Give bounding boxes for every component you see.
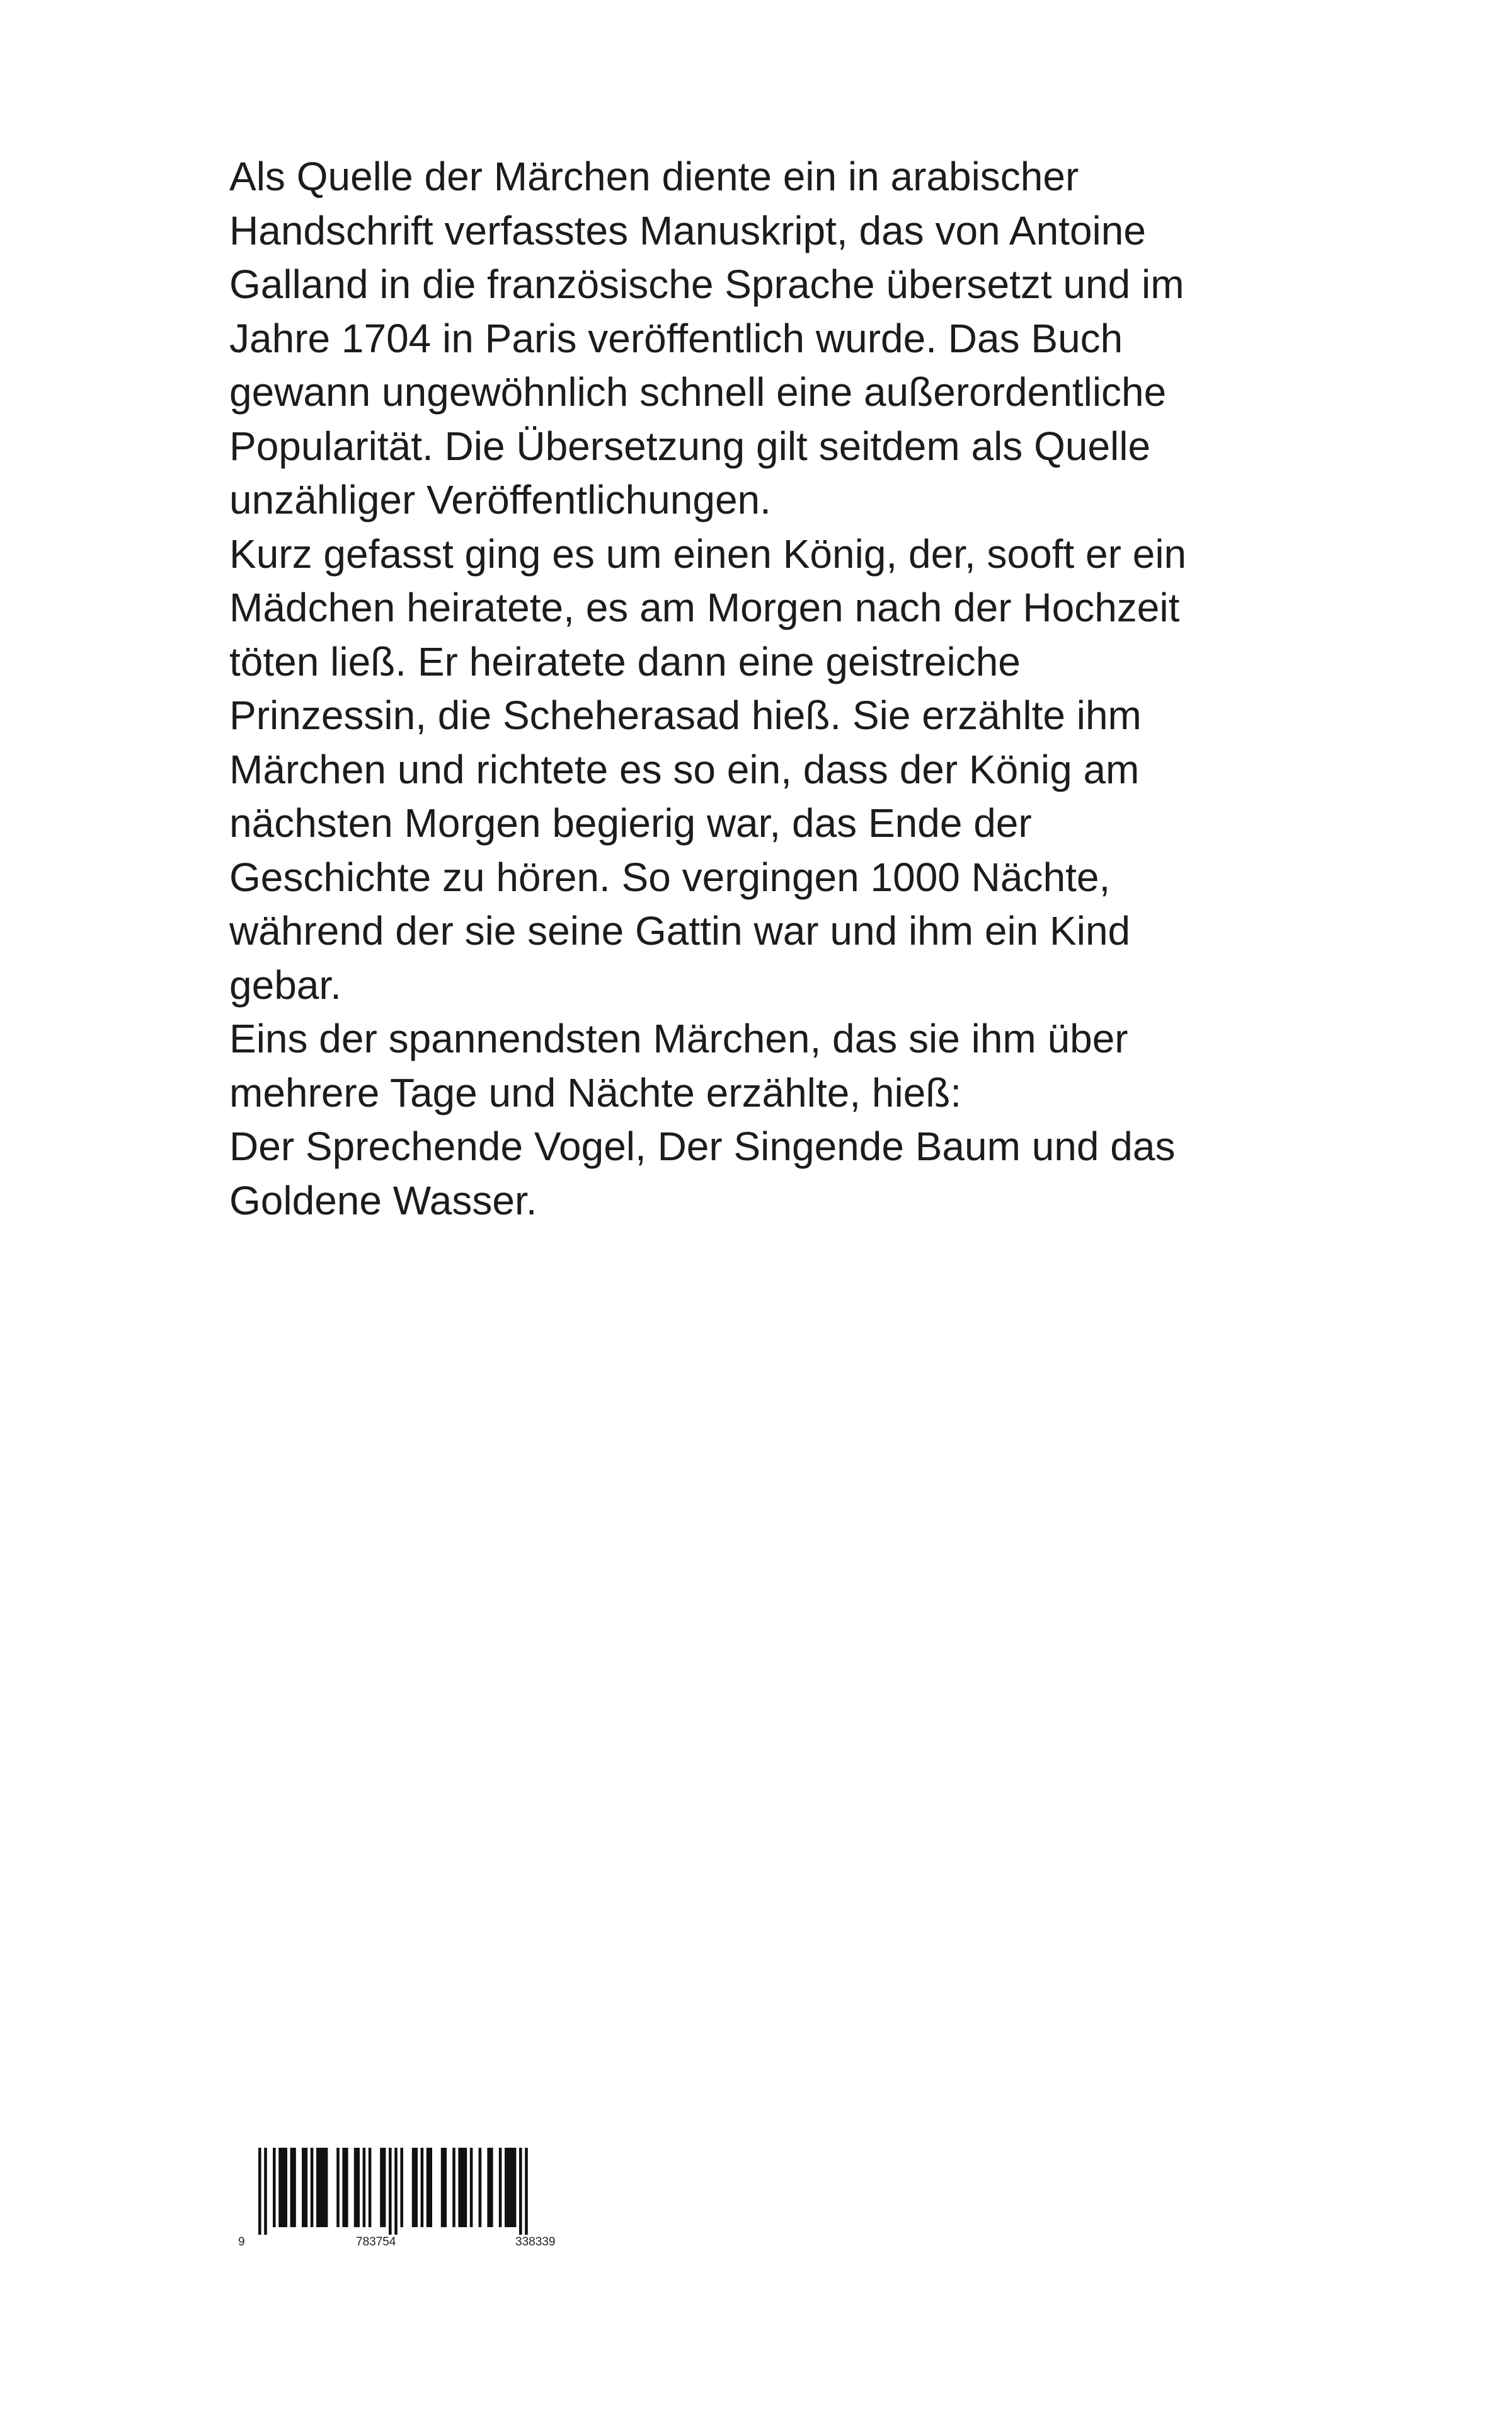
- barcode-bar: [290, 2148, 296, 2227]
- text-line: unzähliger Veröffentlichungen.: [229, 477, 771, 522]
- text-line: nächsten Morgen begierig war, das Ende der: [229, 800, 1032, 846]
- text-line: Der Sprechende Vogel, Der Singende Baum und das: [229, 1124, 1176, 1169]
- barcode-bar: [499, 2148, 502, 2227]
- barcode-bar: [400, 2148, 403, 2227]
- barcode-bar: [311, 2148, 314, 2227]
- barcode-lead-digit: 9: [238, 2235, 245, 2249]
- barcode-bar: [479, 2148, 482, 2227]
- barcode-bar: [427, 2148, 432, 2227]
- text-line: Goldene Wasser.: [229, 1177, 537, 1223]
- barcode-bar: [380, 2148, 386, 2227]
- text-line: Popularität. Die Übersetzung gilt seitdem als Quelle: [229, 423, 1151, 469]
- text-line: Mädchen heiratete, es am Morgen nach der Hochzeit: [229, 585, 1180, 630]
- text-line: Jahre 1704 in Paris veröffentlich wurde. Das Buch: [229, 315, 1123, 361]
- text-line: Kurz gefasst ging es um einen König, der, sooft er ein: [229, 531, 1187, 577]
- text-line: Galland in die französische Sprache übersetzt und im: [229, 262, 1184, 307]
- barcode-right-digits: 338339: [515, 2235, 556, 2249]
- text-line: gewann ungewöhnlich schnell eine außerordentliche: [229, 369, 1167, 415]
- barcode-bar: [389, 2148, 392, 2235]
- barcode-bar: [316, 2148, 328, 2227]
- barcode-bar: [258, 2148, 261, 2235]
- barcode-left-digits: 783754: [356, 2235, 396, 2249]
- text-line: während der sie seine Gattin war und ihm ein Kind: [229, 908, 1131, 954]
- text-line: Prinzessin, die Scheherasad hieß. Sie erzählte ihm: [229, 693, 1142, 738]
- barcode-bar: [441, 2148, 447, 2227]
- barcode-bar: [458, 2148, 467, 2227]
- text-line: Märchen und richtete es so ein, dass der König am: [229, 746, 1140, 792]
- barcode-bar: [342, 2148, 348, 2227]
- barcode-bar: [278, 2148, 287, 2227]
- barcode-bars: [233, 2148, 611, 2236]
- barcode-bar: [273, 2148, 276, 2227]
- barcode-bar: [264, 2148, 267, 2235]
- blurb-text: [229, 150, 1338, 1228]
- isbn-barcode: [233, 2148, 624, 2255]
- barcode-bar: [505, 2148, 516, 2227]
- barcode-bar: [421, 2148, 424, 2227]
- barcode-bar: [394, 2148, 398, 2235]
- text-line: mehrere Tage und Nächte erzählte, hieß:: [229, 1069, 962, 1115]
- text-line: Geschichte zu hören. So vergingen 1000 Nächte,: [229, 854, 1111, 900]
- barcode-bar: [519, 2148, 522, 2235]
- barcode-bar: [487, 2148, 493, 2227]
- barcode-bar: [412, 2148, 418, 2227]
- text-line: Handschrift verfasstes Manuskript, das von Antoine: [229, 207, 1146, 253]
- text-line: töten ließ. Er heiratete dann eine geistreiche: [229, 638, 1021, 684]
- barcode-bar: [363, 2148, 366, 2227]
- barcode-bar: [452, 2148, 455, 2227]
- barcode-bar: [354, 2148, 360, 2227]
- barcode-bar: [470, 2148, 473, 2227]
- text-line: gebar.: [229, 962, 341, 1008]
- text-line: Als Quelle der Märchen diente ein in arabischer: [229, 154, 1079, 199]
- barcode-bar: [336, 2148, 340, 2227]
- barcode-bar: [302, 2148, 307, 2227]
- barcode-bar: [525, 2148, 528, 2235]
- barcode-bar: [369, 2148, 372, 2227]
- text-line: Eins der spannendsten Märchen, das sie ihm über: [229, 1016, 1128, 1061]
